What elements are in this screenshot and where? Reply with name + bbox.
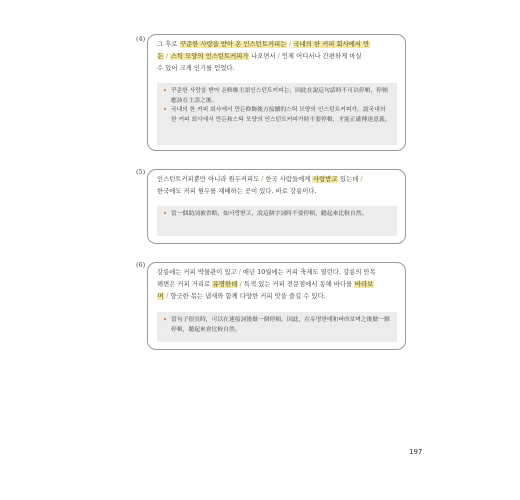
note-item bbox=[163, 316, 391, 335]
text-segment: 해변은 커피 거리로 bbox=[157, 281, 213, 289]
note-text: 當句子很長時，可以在連接詞後做一個停頓。因此，在유명한데和바라보며之後做一個停頓，聽起來會比較自然。 bbox=[171, 317, 390, 333]
text-line bbox=[157, 186, 399, 198]
text-segment: 강릉에는 커피 박물관이 있고 bbox=[157, 269, 237, 276]
highlighted-phrase: 든 bbox=[157, 53, 164, 61]
highlighted-phrase: 스틱 모양의 인스턴트커피가 bbox=[170, 53, 249, 61]
text-segment: 언제 어디서나 간편하게 마실 bbox=[281, 53, 362, 61]
pause-mark: / bbox=[166, 293, 169, 301]
text-segment: 그 후로 bbox=[157, 41, 180, 48]
pause-mark: / bbox=[239, 281, 242, 289]
text-line bbox=[157, 51, 399, 63]
example-5-text bbox=[157, 174, 399, 198]
example-4-notes bbox=[157, 83, 397, 145]
example-5-notes bbox=[157, 206, 397, 236]
example-box-5 bbox=[147, 169, 406, 244]
pause-mark: / bbox=[166, 53, 169, 61]
text-line bbox=[157, 279, 399, 291]
text-segment: 특색 있는 커피 전문점에서 동해 바다를 bbox=[243, 281, 355, 289]
text-segment: 인스턴트커피뿐만 아니라 원두커피도 bbox=[157, 176, 260, 183]
example-6-notes bbox=[157, 312, 397, 342]
example-number-4: (4) bbox=[136, 35, 146, 43]
text-segment: 매년 10월에는 커피 축제도 열린다. 강릉의 안목 bbox=[242, 269, 376, 276]
pause-mark: / bbox=[277, 53, 280, 61]
highlighted-phrase: 국내의 한 커피 회사에서 만 bbox=[293, 41, 370, 48]
text-segment: 한국에도 커피 원두를 재배하는 곳이 있다. 바로 강릉이다. bbox=[157, 188, 317, 196]
example-box-6 bbox=[147, 262, 406, 350]
highlighted-phrase: 며 bbox=[157, 293, 164, 301]
text-segment: 향긋한 볶는 냄새와 함께 다양한 커피 맛을 즐길 수 있다. bbox=[170, 293, 326, 301]
bullet-icon: • bbox=[163, 87, 168, 95]
text-segment: 있는데 bbox=[337, 176, 359, 183]
example-number-6: (6) bbox=[136, 261, 146, 269]
pause-mark: / bbox=[288, 41, 292, 48]
bullet-icon: • bbox=[163, 106, 168, 114]
example-box-4 bbox=[147, 34, 406, 151]
pause-mark: / bbox=[238, 269, 241, 276]
text-line bbox=[157, 39, 399, 51]
pause-mark: / bbox=[261, 176, 264, 183]
note-item bbox=[163, 87, 391, 106]
text-line bbox=[157, 267, 399, 279]
bullet-icon: • bbox=[163, 316, 168, 324]
note-item bbox=[163, 106, 391, 125]
text-segment: 나오면서 bbox=[249, 53, 276, 61]
text-line bbox=[157, 174, 399, 186]
note-text: 국내의 한 커피 회사에서 만든修飾後方接續的스틱 모양의 인스턴트커피가，說국내의 한 커피 회사에서 만든和스틱 모양의 인스턴트커피가時不要停頓，才能正確傳達意義。 bbox=[171, 107, 391, 123]
example-6-text bbox=[157, 267, 399, 304]
note-text: 當一個助詞被省略，如사랑받고，說這個字詞時不要停頓，聽起來比較自然。 bbox=[171, 211, 368, 217]
highlighted-phrase: 사랑받고 bbox=[312, 176, 338, 183]
page-number: 197 bbox=[409, 448, 423, 456]
text-segment: 한국 사람들에게 bbox=[265, 176, 313, 183]
highlighted-phrase: 바라보 bbox=[354, 281, 374, 289]
pause-mark: / bbox=[360, 176, 363, 183]
text-line bbox=[157, 291, 399, 303]
example-4-text bbox=[157, 39, 399, 76]
bullet-icon: • bbox=[163, 210, 168, 218]
text-segment: 수 있어 크게 인기를 얻었다. bbox=[157, 65, 235, 73]
example-number-5: (5) bbox=[136, 168, 146, 176]
highlighted-phrase: 유명한데 bbox=[212, 281, 238, 289]
note-text: 꾸준한 사랑을 받아 온修飾主語인스턴트커피는，因此在說這句話時不可以停頓，停頓應該在主語之後。 bbox=[171, 88, 388, 104]
text-line bbox=[157, 63, 399, 75]
highlighted-phrase: 꾸준한 사랑을 받아 온 인스턴트커피는 bbox=[180, 41, 287, 48]
note-item bbox=[163, 210, 391, 220]
